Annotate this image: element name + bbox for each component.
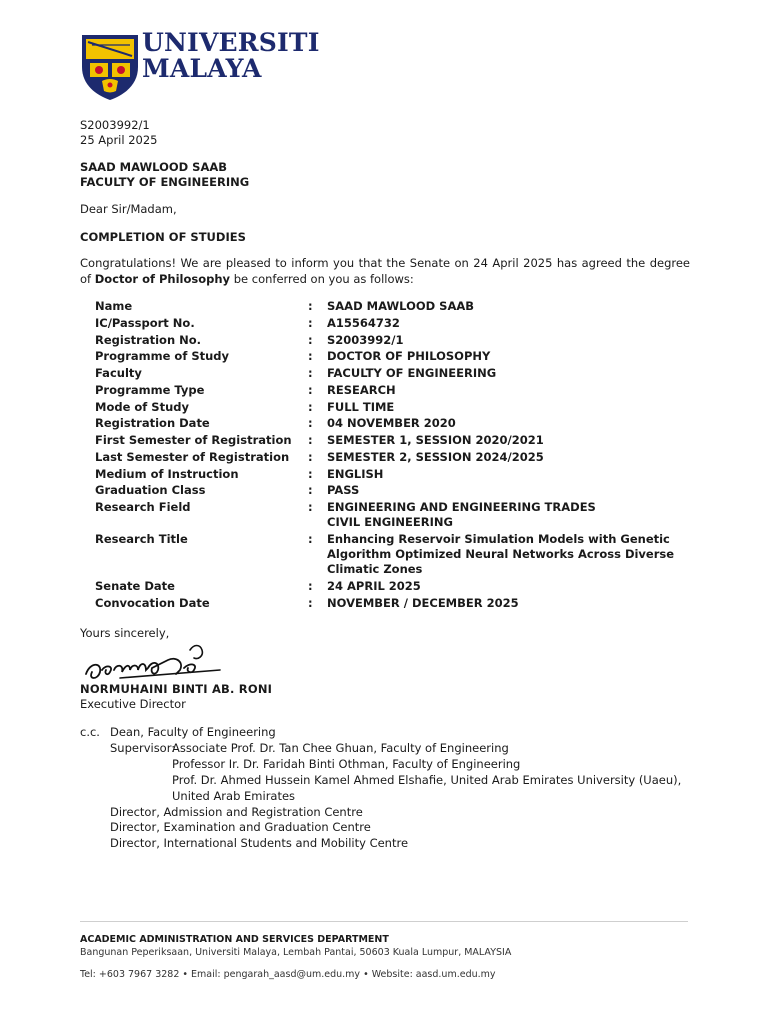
detail-value-line: Climatic Zones [327, 562, 423, 576]
detail-row-convocation-date [95, 596, 685, 611]
detail-label: First Semester of Registration [95, 433, 292, 447]
salutation: Dear Sir/Madam, [80, 202, 177, 216]
footer-address: Bangunan Peperiksaan, Universiti Malaya, Lembah Pantai, 50603 Kuala Lumpur, MALAYSIA [80, 947, 512, 958]
detail-separator: : [308, 416, 313, 431]
detail-separator: : [308, 399, 313, 414]
detail-label: Graduation Class [95, 483, 206, 498]
cc-row-supervisor [80, 773, 690, 805]
detail-separator: : [308, 433, 313, 447]
cc-row-supervisor [80, 757, 690, 773]
cc-recipient: Dean, Faculty of Engineering [110, 725, 276, 739]
detail-row-programme [95, 349, 685, 364]
detail-row-medium [95, 467, 685, 482]
closing-phrase: Yours sincerely, [80, 626, 170, 640]
reference-block [80, 118, 158, 148]
detail-value: SEMESTER 2, SESSION 2024/2025 [327, 449, 544, 464]
cc-label: c.c. [80, 725, 100, 739]
detail-row-programme-type [95, 383, 685, 398]
detail-label: Mode of Study [95, 399, 189, 414]
detail-row-name [95, 299, 685, 314]
footer-department: ACADEMIC ADMINISTRATION AND SERVICES DEPARTMENT [80, 934, 389, 945]
detail-separator: : [308, 579, 313, 593]
detail-value: S2003992/1 [327, 332, 404, 347]
detail-label: Faculty [95, 366, 142, 380]
detail-row-registration-date [95, 416, 685, 431]
detail-row-senate-date [95, 579, 685, 594]
detail-label: Registration Date [95, 416, 210, 431]
detail-row-research-title [95, 532, 685, 577]
wordmark-line-1: UNIVERSITI [142, 28, 320, 57]
detail-value [327, 500, 685, 530]
addressee-block [80, 160, 249, 190]
detail-value: NOVEMBER / DECEMBER 2025 [327, 595, 519, 610]
intro-text-end: be conferred on you as follows: [230, 271, 414, 286]
detail-separator: : [308, 315, 313, 330]
detail-value: 24 APRIL 2025 [327, 579, 421, 593]
detail-value [327, 532, 685, 577]
detail-label: Convocation Date [95, 595, 210, 610]
intro-text-start: Congratulations! We are pleased to inform you that the Senate on 24 April 2025 has agreed the degree of [80, 256, 690, 286]
university-wordmark [142, 30, 320, 82]
detail-value: SEMESTER 1, SESSION 2020/2021 [327, 433, 544, 447]
cc-row-dean [80, 725, 690, 741]
intro-degree: Doctor of Philosophy [94, 271, 231, 286]
detail-label: Medium of Instruction [95, 466, 239, 481]
addressee-name: SAAD MAWLOOD SAAB [80, 160, 228, 174]
detail-row-mode [95, 400, 685, 415]
intro-paragraph [80, 256, 690, 287]
detail-separator: : [308, 466, 313, 481]
detail-row-last-semester [95, 450, 685, 465]
letter-date: 25 April 2025 [80, 133, 158, 147]
detail-value: PASS [327, 483, 360, 498]
university-crest-logo [80, 33, 140, 101]
detail-value: FULL TIME [327, 399, 395, 414]
wordmark-line-2: MALAYA [142, 54, 262, 83]
footer-contact: Tel: +603 7967 3282 • Email: pengarah_aasd@um.edu.my • Website: aasd.um.edu.my [80, 969, 496, 980]
cc-recipient: Director, Examination and Graduation Centre [110, 820, 371, 835]
detail-value: ENGLISH [327, 466, 384, 481]
detail-separator: : [308, 449, 313, 464]
detail-value: A15564732 [327, 315, 400, 330]
detail-row-registration-no [95, 333, 685, 348]
supervisor-name: Prof. Dr. Ahmed Hussein Kamel Ahmed Elshafie, United Arab Emirates University (Uaeu), United Arab Emirates [172, 772, 682, 803]
supervisor-name: Professor Ir. Dr. Faridah Binti Othman, Faculty of Engineering [172, 756, 521, 771]
detail-label: Senate Date [95, 579, 175, 593]
detail-separator: : [308, 349, 313, 364]
detail-value: 04 NOVEMBER 2020 [327, 416, 456, 431]
signer-name: NORMUHAINI BINTI AB. RONI [80, 682, 273, 696]
footer-divider [80, 921, 688, 922]
detail-separator: : [308, 366, 313, 380]
detail-row-faculty [95, 366, 685, 381]
carbon-copy-block [80, 725, 690, 852]
cc-recipient: Director, International Students and Mobility Centre [110, 836, 409, 851]
detail-separator: : [308, 332, 313, 347]
detail-row-passport [95, 316, 685, 331]
detail-label: IC/Passport No. [95, 315, 195, 330]
detail-separator: : [308, 382, 313, 397]
cc-row-supervisor [80, 741, 690, 757]
detail-value: RESEARCH [327, 382, 396, 397]
detail-separator: : [308, 299, 313, 313]
detail-label: Research Field [95, 500, 191, 514]
detail-separator: : [308, 532, 313, 546]
subject-heading: COMPLETION OF STUDIES [80, 230, 246, 244]
detail-label: Research Title [95, 532, 188, 546]
detail-value: FACULTY OF ENGINEERING [327, 366, 497, 380]
detail-separator: : [308, 595, 313, 610]
detail-separator: : [308, 483, 313, 498]
detail-value: SAAD MAWLOOD SAAB [327, 299, 475, 313]
study-details-table [95, 299, 685, 613]
detail-value-line: Algorithm Optimized Neural Networks Across Diverse [327, 547, 675, 561]
detail-label: Programme of Study [95, 349, 230, 364]
addressee-faculty: FACULTY OF ENGINEERING [80, 175, 250, 189]
cc-recipient: Director, Admission and Registration Centre [110, 804, 363, 819]
detail-label: Last Semester of Registration [95, 449, 290, 464]
detail-value-line: ENGINEERING AND ENGINEERING TRADES [327, 500, 596, 514]
reference-number: S2003992/1 [80, 118, 150, 132]
supervisor-name: Associate Prof. Dr. Tan Chee Ghuan, Faculty of Engineering [172, 740, 509, 755]
detail-label: Name [95, 299, 133, 313]
detail-row-graduation-class [95, 483, 685, 498]
detail-row-research-field [95, 500, 685, 530]
detail-label: Programme Type [95, 382, 205, 397]
detail-value: DOCTOR OF PHILOSOPHY [327, 349, 491, 364]
detail-separator: : [308, 500, 313, 514]
detail-value-line: CIVIL ENGINEERING [327, 515, 453, 529]
supervisor-label: Supervisor: [110, 740, 176, 755]
signer-title: Executive Director [80, 697, 186, 711]
detail-value-line: Enhancing Reservoir Simulation Models with Genetic [327, 532, 670, 546]
detail-label: Registration No. [95, 332, 202, 347]
detail-row-first-semester [95, 433, 685, 448]
